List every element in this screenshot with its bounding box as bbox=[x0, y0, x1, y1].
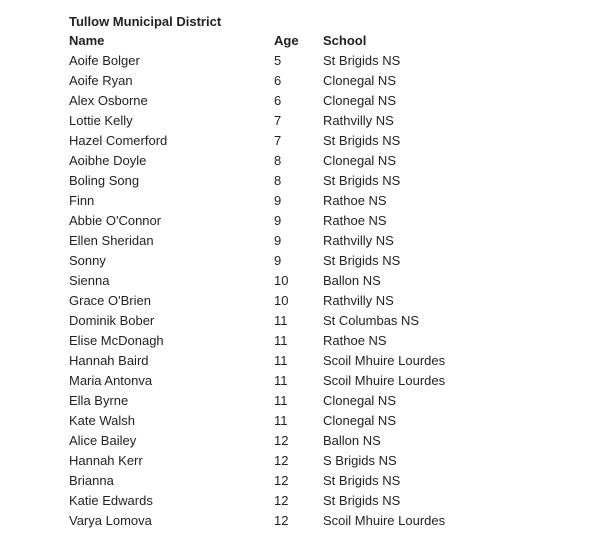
cell-age: 8 bbox=[274, 173, 282, 188]
cell-school: St Brigids NS bbox=[323, 173, 401, 188]
table-row bbox=[69, 251, 483, 271]
table-row bbox=[69, 351, 483, 371]
cell-name: Alex Osborne bbox=[69, 93, 148, 108]
cell-name: Lottie Kelly bbox=[69, 113, 133, 128]
cell-name: Kate Walsh bbox=[69, 413, 135, 428]
cell-school: Ballon NS bbox=[323, 433, 381, 448]
cell-name: Aoife Bolger bbox=[69, 53, 140, 68]
cell-age: 11 bbox=[274, 353, 288, 368]
cell-age: 11 bbox=[274, 373, 288, 388]
cell-age: 7 bbox=[274, 113, 282, 128]
cell-age: 12 bbox=[274, 433, 289, 448]
table-row bbox=[69, 171, 483, 191]
cell-school: Scoil Mhuire Lourdes bbox=[323, 373, 446, 388]
cell-school: St Brigids NS bbox=[323, 133, 401, 148]
column-header-name: Name bbox=[69, 33, 105, 48]
cell-school: Ballon NS bbox=[323, 273, 381, 288]
table-row bbox=[69, 71, 483, 91]
cell-school: St Brigids NS bbox=[323, 253, 401, 268]
cell-name: Katie Edwards bbox=[69, 493, 153, 508]
cell-name: Maria Antonva bbox=[69, 373, 153, 388]
cell-name: Hazel Comerford bbox=[69, 133, 168, 148]
cell-name: Ella Byrne bbox=[69, 393, 129, 408]
cell-age: 10 bbox=[274, 273, 289, 288]
cell-school: St Brigids NS bbox=[323, 473, 401, 488]
cell-age: 11 bbox=[274, 333, 288, 348]
table-row bbox=[69, 311, 483, 331]
cell-school: Rathoe NS bbox=[323, 333, 387, 348]
cell-school: Rathoe NS bbox=[323, 213, 387, 228]
participants-table bbox=[69, 31, 483, 531]
cell-name: Finn bbox=[69, 193, 95, 208]
cell-name: Dominik Bober bbox=[69, 313, 155, 328]
cell-age: 5 bbox=[274, 53, 282, 68]
cell-name: Aoibhe Doyle bbox=[69, 153, 147, 168]
table-row bbox=[69, 511, 483, 531]
cell-name: Hannah Baird bbox=[69, 353, 149, 368]
table-row bbox=[69, 451, 483, 471]
table-row bbox=[69, 431, 483, 451]
cell-name: Varya Lomova bbox=[69, 513, 152, 528]
cell-school: Clonegal NS bbox=[323, 73, 396, 88]
cell-school: Rathoe NS bbox=[323, 193, 387, 208]
cell-age: 7 bbox=[274, 133, 282, 148]
table-row bbox=[69, 191, 483, 211]
cell-age: 11 bbox=[274, 413, 288, 428]
table-row bbox=[69, 391, 483, 411]
cell-school: Scoil Mhuire Lourdes bbox=[323, 353, 446, 368]
cell-school: Clonegal NS bbox=[323, 393, 396, 408]
table-row bbox=[69, 131, 483, 151]
cell-name: Grace O'Brien bbox=[69, 293, 151, 308]
cell-age: 9 bbox=[274, 253, 282, 268]
cell-age: 11 bbox=[274, 393, 288, 408]
table-row bbox=[69, 331, 483, 351]
cell-age: 9 bbox=[274, 193, 282, 208]
cell-name: Sonny bbox=[69, 253, 106, 268]
table-row bbox=[69, 211, 483, 231]
table-header-row bbox=[69, 31, 483, 51]
cell-school: St Brigids NS bbox=[323, 493, 401, 508]
cell-name: Elise McDonagh bbox=[69, 333, 164, 348]
cell-name: Brianna bbox=[69, 473, 114, 488]
cell-school: Rathvilly NS bbox=[323, 113, 394, 128]
cell-name: Sienna bbox=[69, 273, 110, 288]
cell-school: Clonegal NS bbox=[323, 153, 396, 168]
cell-name: Aoife Ryan bbox=[69, 73, 133, 88]
cell-school: Rathvilly NS bbox=[323, 293, 394, 308]
table-row bbox=[69, 491, 483, 511]
column-header-age: Age bbox=[274, 33, 299, 48]
column-header-school: School bbox=[323, 33, 367, 48]
table-row bbox=[69, 111, 483, 131]
cell-name: Hannah Kerr bbox=[69, 453, 143, 468]
cell-age: 6 bbox=[274, 93, 282, 108]
cell-school: Rathvilly NS bbox=[323, 233, 394, 248]
cell-age: 6 bbox=[274, 73, 282, 88]
cell-school: Clonegal NS bbox=[323, 93, 396, 108]
cell-school: S Brigids NS bbox=[323, 453, 397, 468]
cell-school: Clonegal NS bbox=[323, 413, 396, 428]
cell-name: Ellen Sheridan bbox=[69, 233, 154, 248]
cell-age: 8 bbox=[274, 153, 282, 168]
table-row bbox=[69, 231, 483, 251]
cell-name: Alice Bailey bbox=[69, 433, 137, 448]
cell-name: Abbie O'Connor bbox=[69, 213, 162, 228]
cell-school: Scoil Mhuire Lourdes bbox=[323, 513, 446, 528]
cell-school: St Columbas NS bbox=[323, 313, 420, 328]
table-row bbox=[69, 411, 483, 431]
cell-age: 11 bbox=[274, 313, 288, 328]
table-row bbox=[69, 371, 483, 391]
document-title: Tullow Municipal District bbox=[69, 14, 222, 29]
cell-age: 12 bbox=[274, 493, 289, 508]
cell-age: 12 bbox=[274, 473, 289, 488]
cell-age: 10 bbox=[274, 293, 289, 308]
table-row bbox=[69, 471, 483, 491]
cell-age: 12 bbox=[274, 513, 289, 528]
table-row bbox=[69, 51, 483, 71]
cell-age: 12 bbox=[274, 453, 289, 468]
table-row bbox=[69, 151, 483, 171]
cell-age: 9 bbox=[274, 233, 282, 248]
table-row bbox=[69, 271, 483, 291]
cell-name: Boling Song bbox=[69, 173, 140, 188]
cell-age: 9 bbox=[274, 213, 282, 228]
table-row bbox=[69, 291, 483, 311]
table-row bbox=[69, 91, 483, 111]
cell-school: St Brigids NS bbox=[323, 53, 401, 68]
